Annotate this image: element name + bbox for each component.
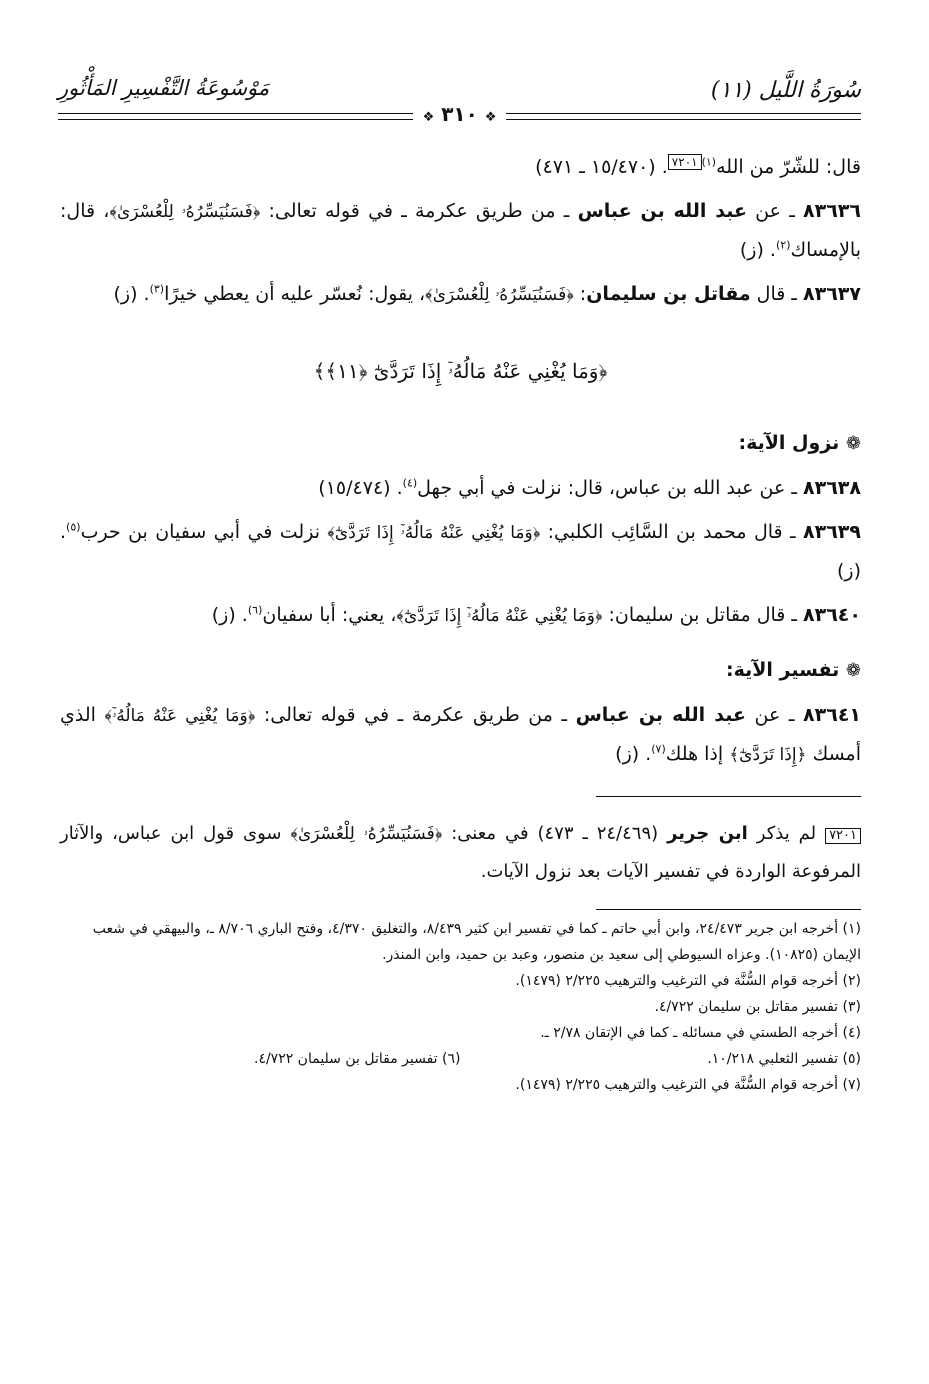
entry-83637: ٨٣٦٣٧ ـ قال مقاتل بن سليمان: ﴿فَسَنُيَسِّرُهُۥ لِلْعُسْرَىٰ﴾، يقول: نُعسّر عليه أن يعطي خيرًا$^{(٣)}$. (ز) <box>113 282 861 305</box>
quran-quote: ﴿إِذَا تَرَدَّىٰٓ﴾ <box>729 745 807 765</box>
footnote-1: (١) أخرجه ابن جرير ٢٤/٤٧٣، وابن أبي حاتم ـ كما في تفسير ابن كثير ٨/٤٣٩، والتغليق ٤/٣٧٠، وفتح الباري ٨/٧٠٦ ـ، والبيهقي في شعب الإيمان (١٠٨٢٥). وعزاه السيوطي إلى سعيد بن منصور، وعبد بن حميد، وابن المنذر. <box>92 921 861 963</box>
flower-icon: ❁ <box>845 433 861 454</box>
entry-83639: ٨٣٦٣٩ ـ قال محمد بن السَّائِب الكلبي: ﴿وَمَا يُغْنِي عَنْهُ مَالُهُۥٓ إِذَا تَرَدَّىٰٓ﴾ نزلت في أبي سفيان بن حرب$^{(٥)}$. (ز) <box>60 520 861 582</box>
heading-nuzul: ❁ نزول الآية: <box>738 432 861 454</box>
ayah-verse: ﴿وَمَا يُغْنِي عَنْهُ مَالُهُۥٓ إِذَا تَرَدَّىٰٓ ﴿١١﴾﴾ <box>313 359 608 383</box>
scholar-name: ابن جرير <box>667 823 748 844</box>
quran-quote: ﴿وَمَا يُغْنِي عَنْهُ مَالُهُۥٓ إِذَا تَرَدَّىٰٓ﴾ <box>327 523 541 543</box>
entry-83636: ٨٣٦٣٦ ـ عن عبد الله بن عباس ـ من طريق عكرمة ـ في قوله تعالى: ﴿فَسَنُيَسِّرُهُۥ لِلْعُسْرَىٰ﴾، قال: بالإمساك$^{(٢)}$. (ز) <box>60 200 861 261</box>
footnote-4: (٤) أخرجه الطستي في مسائله ـ كما في الإتقان ٢/٧٨ ـ. <box>540 1025 861 1041</box>
entry-number: ٨٣٦٣٨ <box>803 477 861 499</box>
heading-tafsir: ❁ تفسير الآية: <box>726 659 861 681</box>
intro-line: قال: للشّرّ من الله$^{(١)}$٧٢٠١. (١٥/٤٧٠ ـ ٤٧١) <box>535 154 861 178</box>
page-number-block <box>413 102 507 126</box>
entry-number: ٨٣٦٣٧ <box>803 283 861 305</box>
ornament-icon: ❖ <box>484 110 497 125</box>
footnote-separator <box>596 909 861 910</box>
quran-quote: ﴿وَمَا يُغْنِي عَنْهُ مَالُهُۥٓ إِذَا تَرَدَّىٰٓ﴾ <box>396 606 603 626</box>
ornament-icon: ❖ <box>422 110 435 125</box>
footnote-2: (٢) أخرجه قوام السُّنَّة في الترغيب والترهيب ٢/٢٢٥ (١٤٧٩). <box>515 973 861 989</box>
commentary-separator <box>596 796 861 797</box>
footnote-7: (٧) أخرجه قوام السُّنَّة في الترغيب والترهيب ٢/٢٢٥ (١٤٧٩). <box>515 1077 861 1093</box>
main-content <box>60 148 861 1098</box>
commentary-note: ٧٢٠١ لم يذكر ابن جرير (٢٤/٤٦٩ ـ ٤٧٣) في معنى: ﴿فَسَنُيَسِّرُهُۥ لِلْعُسْرَىٰ﴾ سوى قول ابن عباس، والآثار المرفوعة الواردة في تفسير الآيات بعد نزول الآيات. <box>60 823 861 882</box>
surah-title: سُورَةُ اللَّيل (١١) <box>710 78 861 103</box>
quran-quote: ﴿فَسَنُيَسِّرُهُۥ لِلْعُسْرَىٰ﴾ <box>425 285 574 305</box>
footnote-3: (٣) تفسير مقاتل بن سليمان ٤/٧٢٢. <box>654 999 861 1015</box>
entry-83641: ٨٣٦٤١ ـ عن عبد الله بن عباس ـ من طريق عكرمة ـ في قوله تعالى: ﴿وَمَا يُغْنِي عَنْهُ مَالُهُۥٓ﴾ الذي أمسك ﴿إِذَا تَرَدَّىٰٓ﴾ إذا هلك$^{(٧)}$. (ز) <box>60 704 862 765</box>
page-header <box>58 60 861 126</box>
footnote-6: (٦) تفسير مقاتل بن سليمان ٤/٧٢٢. <box>253 1051 461 1067</box>
quran-quote: ﴿وَمَا يُغْنِي عَنْهُ مَالُهُۥٓ﴾ <box>104 706 256 726</box>
entry-number: ٨٣٦٣٦ <box>803 200 861 222</box>
narrator-name: مقاتل بن سليمان <box>586 283 751 305</box>
quran-quote: ﴿فَسَنُيَسِّرُهُۥ لِلْعُسْرَىٰ﴾ <box>290 824 443 844</box>
entry-83640: ٨٣٦٤٠ ـ قال مقاتل بن سليمان: ﴿وَمَا يُغْنِي عَنْهُ مَالُهُۥٓ إِذَا تَرَدَّىٰٓ﴾، يعني: أبا سفيان$^{(٦)}$. (ز) <box>211 603 861 626</box>
footnotes <box>60 916 861 1098</box>
entry-number: ٨٣٦٤٠ <box>803 604 861 626</box>
quran-quote: ﴿فَسَنُيَسِّرُهُۥ لِلْعُسْرَىٰ﴾ <box>109 202 261 222</box>
entry-number: ٨٣٦٣٩ <box>803 521 861 543</box>
commentary-ref-box: ٧٢٠١ <box>668 154 702 170</box>
entry-83638: ٨٣٦٣٨ ـ عن عبد الله بن عباس، قال: نزلت في أبي جهل$^{(٤)}$. (١٥/٤٧٤) <box>318 476 861 499</box>
narrator-name: عبد الله بن عباس <box>577 200 747 222</box>
narrator-name: عبد الله بن عباس <box>575 704 746 726</box>
entry-number: ٨٣٦٤١ <box>803 704 862 726</box>
page-number: ٣١٠ <box>441 102 478 126</box>
flower-icon: ❁ <box>845 660 861 681</box>
footnote-5: (٥) تفسير الثعلبي ١٠/٢١٨. <box>707 1051 861 1067</box>
footnote-row <box>60 1046 861 1072</box>
commentary-ref-box: ٧٢٠١ <box>825 828 861 844</box>
book-title: مَوْسُوعَةُ التَّفْسِيرِ المَأْثُورِ <box>58 76 270 100</box>
